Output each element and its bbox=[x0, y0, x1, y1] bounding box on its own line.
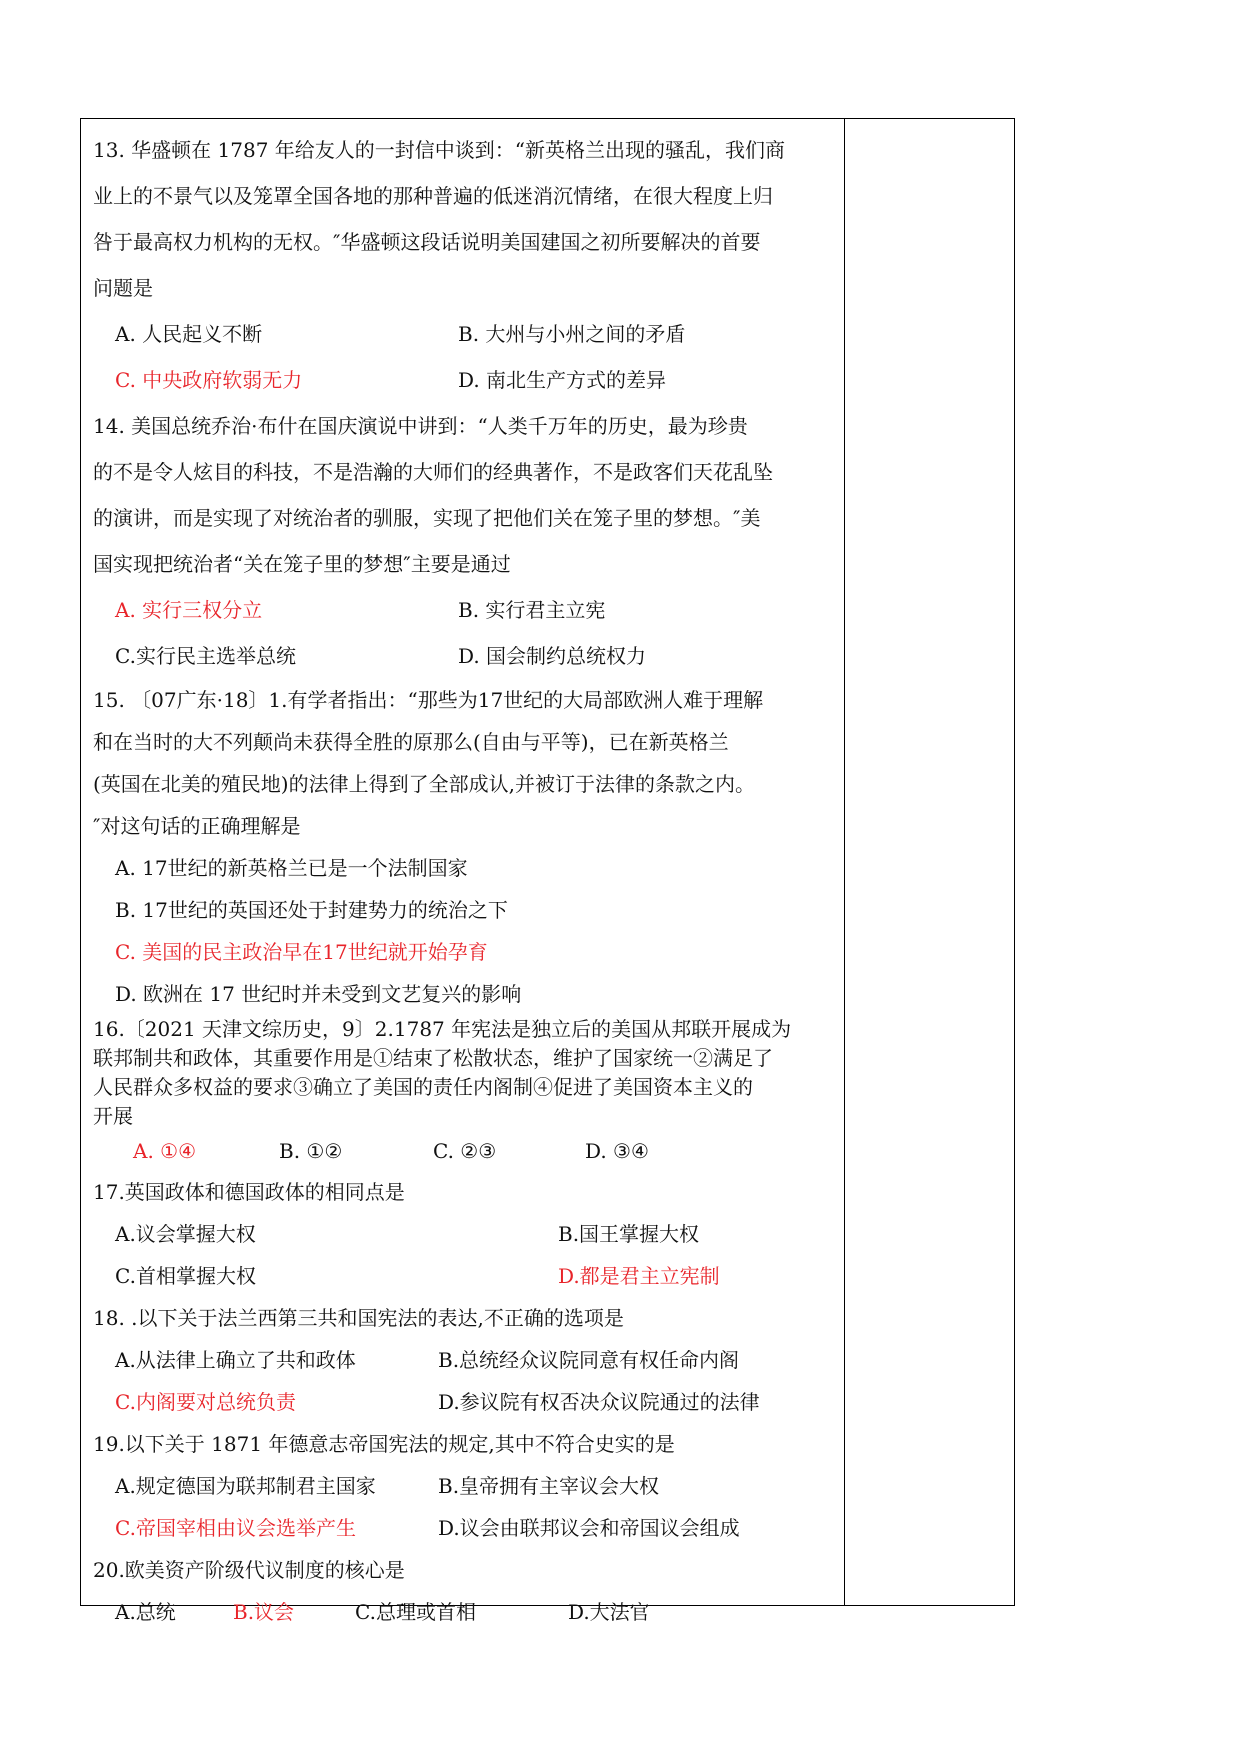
option-row bbox=[93, 1339, 835, 1381]
question-stem: 17.英国政体和德国政体的相同点是 bbox=[93, 1180, 405, 1204]
option-a: A.从法律上确立了共和政体 bbox=[115, 1348, 356, 1372]
question-stem-line: 16.〔2021 天津文综历史，9〕2.1787 年宪法是独立后的美国从邦联开展成为 bbox=[93, 1017, 792, 1041]
option-c-answer: C.内阁要对总统负责 bbox=[115, 1390, 296, 1414]
option-row bbox=[93, 1213, 835, 1255]
question-stem: 19.以下关于 1871 年德意志帝国宪法的规定,其中不符合史实的是 bbox=[93, 1432, 675, 1456]
question-13 bbox=[93, 127, 835, 403]
option-row bbox=[93, 1131, 835, 1171]
option-a: A.规定德国为联邦制君主国家 bbox=[115, 1474, 376, 1498]
question-stem-line: 国实现把统治者“关在笼子里的梦想″主要是通过 bbox=[93, 552, 511, 576]
question-stem-line: 业上的不景气以及笼罩全国各地的那种普遍的低迷消沉情绪，在很大程度上归 bbox=[93, 184, 773, 208]
option-c-answer: C.帝国宰相由议会选举产生 bbox=[115, 1516, 356, 1540]
option-a-answer: A. ①④ bbox=[133, 1139, 197, 1163]
question-19 bbox=[93, 1423, 835, 1549]
question-stem-line: 的不是令人炫目的科技，不是浩瀚的大师们的经典著作，不是政客们天花乱坠 bbox=[93, 460, 773, 484]
option-a-answer: A. 实行三权分立 bbox=[115, 598, 263, 622]
option-d: D. 欧洲在 17 世纪时并未受到文艺复兴的影响 bbox=[115, 982, 522, 1006]
option-row bbox=[93, 1507, 835, 1549]
option-b: B. 17世纪的英国还处于封建势力的统治之下 bbox=[115, 898, 508, 922]
option-a: A.总统 bbox=[115, 1600, 176, 1624]
option-d-answer: D.都是君主立宪制 bbox=[558, 1264, 720, 1288]
question-stem-line: 人民群众多权益的要求③确立了美国的责任内阁制④促进了美国资本主义的 bbox=[93, 1075, 753, 1099]
question-20 bbox=[93, 1549, 835, 1633]
option-c: C.总理或首相 bbox=[355, 1600, 476, 1624]
question-stem-line: 13. 华盛顿在 1787 年给友人的一封信中谈到：“新英格兰出现的骚乱，我们商 bbox=[93, 138, 786, 162]
column-divider bbox=[844, 119, 845, 1605]
option-d: D.大法官 bbox=[568, 1600, 650, 1624]
option-a: A.议会掌握大权 bbox=[115, 1222, 256, 1246]
option-a: A. 17世纪的新英格兰已是一个法制国家 bbox=[115, 856, 468, 880]
option-b: B. ①② bbox=[279, 1139, 343, 1163]
question-stem: 20.欧美资产阶级代议制度的核心是 bbox=[93, 1558, 405, 1582]
option-b: B.总统经众议院同意有权任命内阁 bbox=[438, 1348, 740, 1372]
question-stem-line: (英国在北美的殖民地)的法律上得到了全部成认,并被订于法律的条款之内。 bbox=[93, 772, 755, 796]
question-stem-line: 15. 〔07广东·18〕1.有学者指出：“那些为17世纪的大局部欧洲人难于理解 bbox=[93, 688, 764, 712]
question-stem-line: 14. 美国总统乔治·布什在国庆演说中讲到：“人类千万年的历史，最为珍贵 bbox=[93, 414, 748, 438]
question-stem-line: ″对这句话的正确理解是 bbox=[93, 814, 301, 838]
option-row bbox=[93, 311, 835, 357]
question-14 bbox=[93, 403, 835, 679]
option-c-answer: C. 美国的民主政治早在17世纪就开始孕育 bbox=[115, 940, 488, 964]
option-row bbox=[93, 1591, 835, 1633]
option-b: B.皇帝拥有主宰议会大权 bbox=[438, 1474, 660, 1498]
option-row bbox=[93, 633, 835, 679]
option-d: D. ③④ bbox=[585, 1139, 649, 1163]
option-b-answer: B.议会 bbox=[233, 1600, 295, 1624]
option-d: D.参议院有权否决众议院通过的法律 bbox=[438, 1390, 760, 1414]
question-17 bbox=[93, 1171, 835, 1297]
option-b: B. 大州与小州之间的矛盾 bbox=[458, 322, 686, 346]
question-stem-line: 咎于最高权力机构的无权。″华盛顿这段话说明美国建国之初所要解决的首要 bbox=[93, 230, 761, 254]
option-row bbox=[93, 357, 835, 403]
option-row bbox=[93, 1465, 835, 1507]
option-d: D. 南北生产方式的差异 bbox=[458, 368, 667, 392]
question-stem-line: 和在当时的大不列颠尚未获得全胜的原那么(自由与平等)，已在新英格兰 bbox=[93, 730, 729, 754]
question-stem-line: 的演讲，而是实现了对统治者的驯服，实现了把他们关在笼子里的梦想。″美 bbox=[93, 506, 761, 530]
option-c: C.首相掌握大权 bbox=[115, 1264, 256, 1288]
question-16 bbox=[93, 1015, 835, 1171]
option-b: B. 实行君主立宪 bbox=[458, 598, 606, 622]
question-stem: 18. .以下关于法兰西第三共和国宪法的表达,不正确的选项是 bbox=[93, 1306, 624, 1330]
question-stem-line: 问题是 bbox=[93, 276, 153, 300]
option-row bbox=[93, 1381, 835, 1423]
option-row bbox=[93, 587, 835, 633]
question-15 bbox=[93, 679, 835, 1015]
option-d: D.议会由联邦议会和帝国议会组成 bbox=[438, 1516, 740, 1540]
option-a: A. 人民起义不断 bbox=[115, 322, 263, 346]
option-c: C. ②③ bbox=[433, 1139, 497, 1163]
option-c-answer: C. 中央政府软弱无力 bbox=[115, 368, 303, 392]
question-18 bbox=[93, 1297, 835, 1423]
option-c: C.实行民主选举总统 bbox=[115, 644, 296, 668]
option-b: B.国王掌握大权 bbox=[558, 1222, 700, 1246]
worksheet-table bbox=[80, 118, 1015, 1624]
option-d: D. 国会制约总统权力 bbox=[458, 644, 647, 668]
question-stem-line: 联邦制共和政体，其重要作用是①结束了松散状态，维护了国家统一②满足了 bbox=[93, 1046, 773, 1070]
question-stem-line: 开展 bbox=[93, 1104, 133, 1128]
option-row bbox=[93, 1255, 835, 1297]
questions-column bbox=[93, 127, 835, 1633]
